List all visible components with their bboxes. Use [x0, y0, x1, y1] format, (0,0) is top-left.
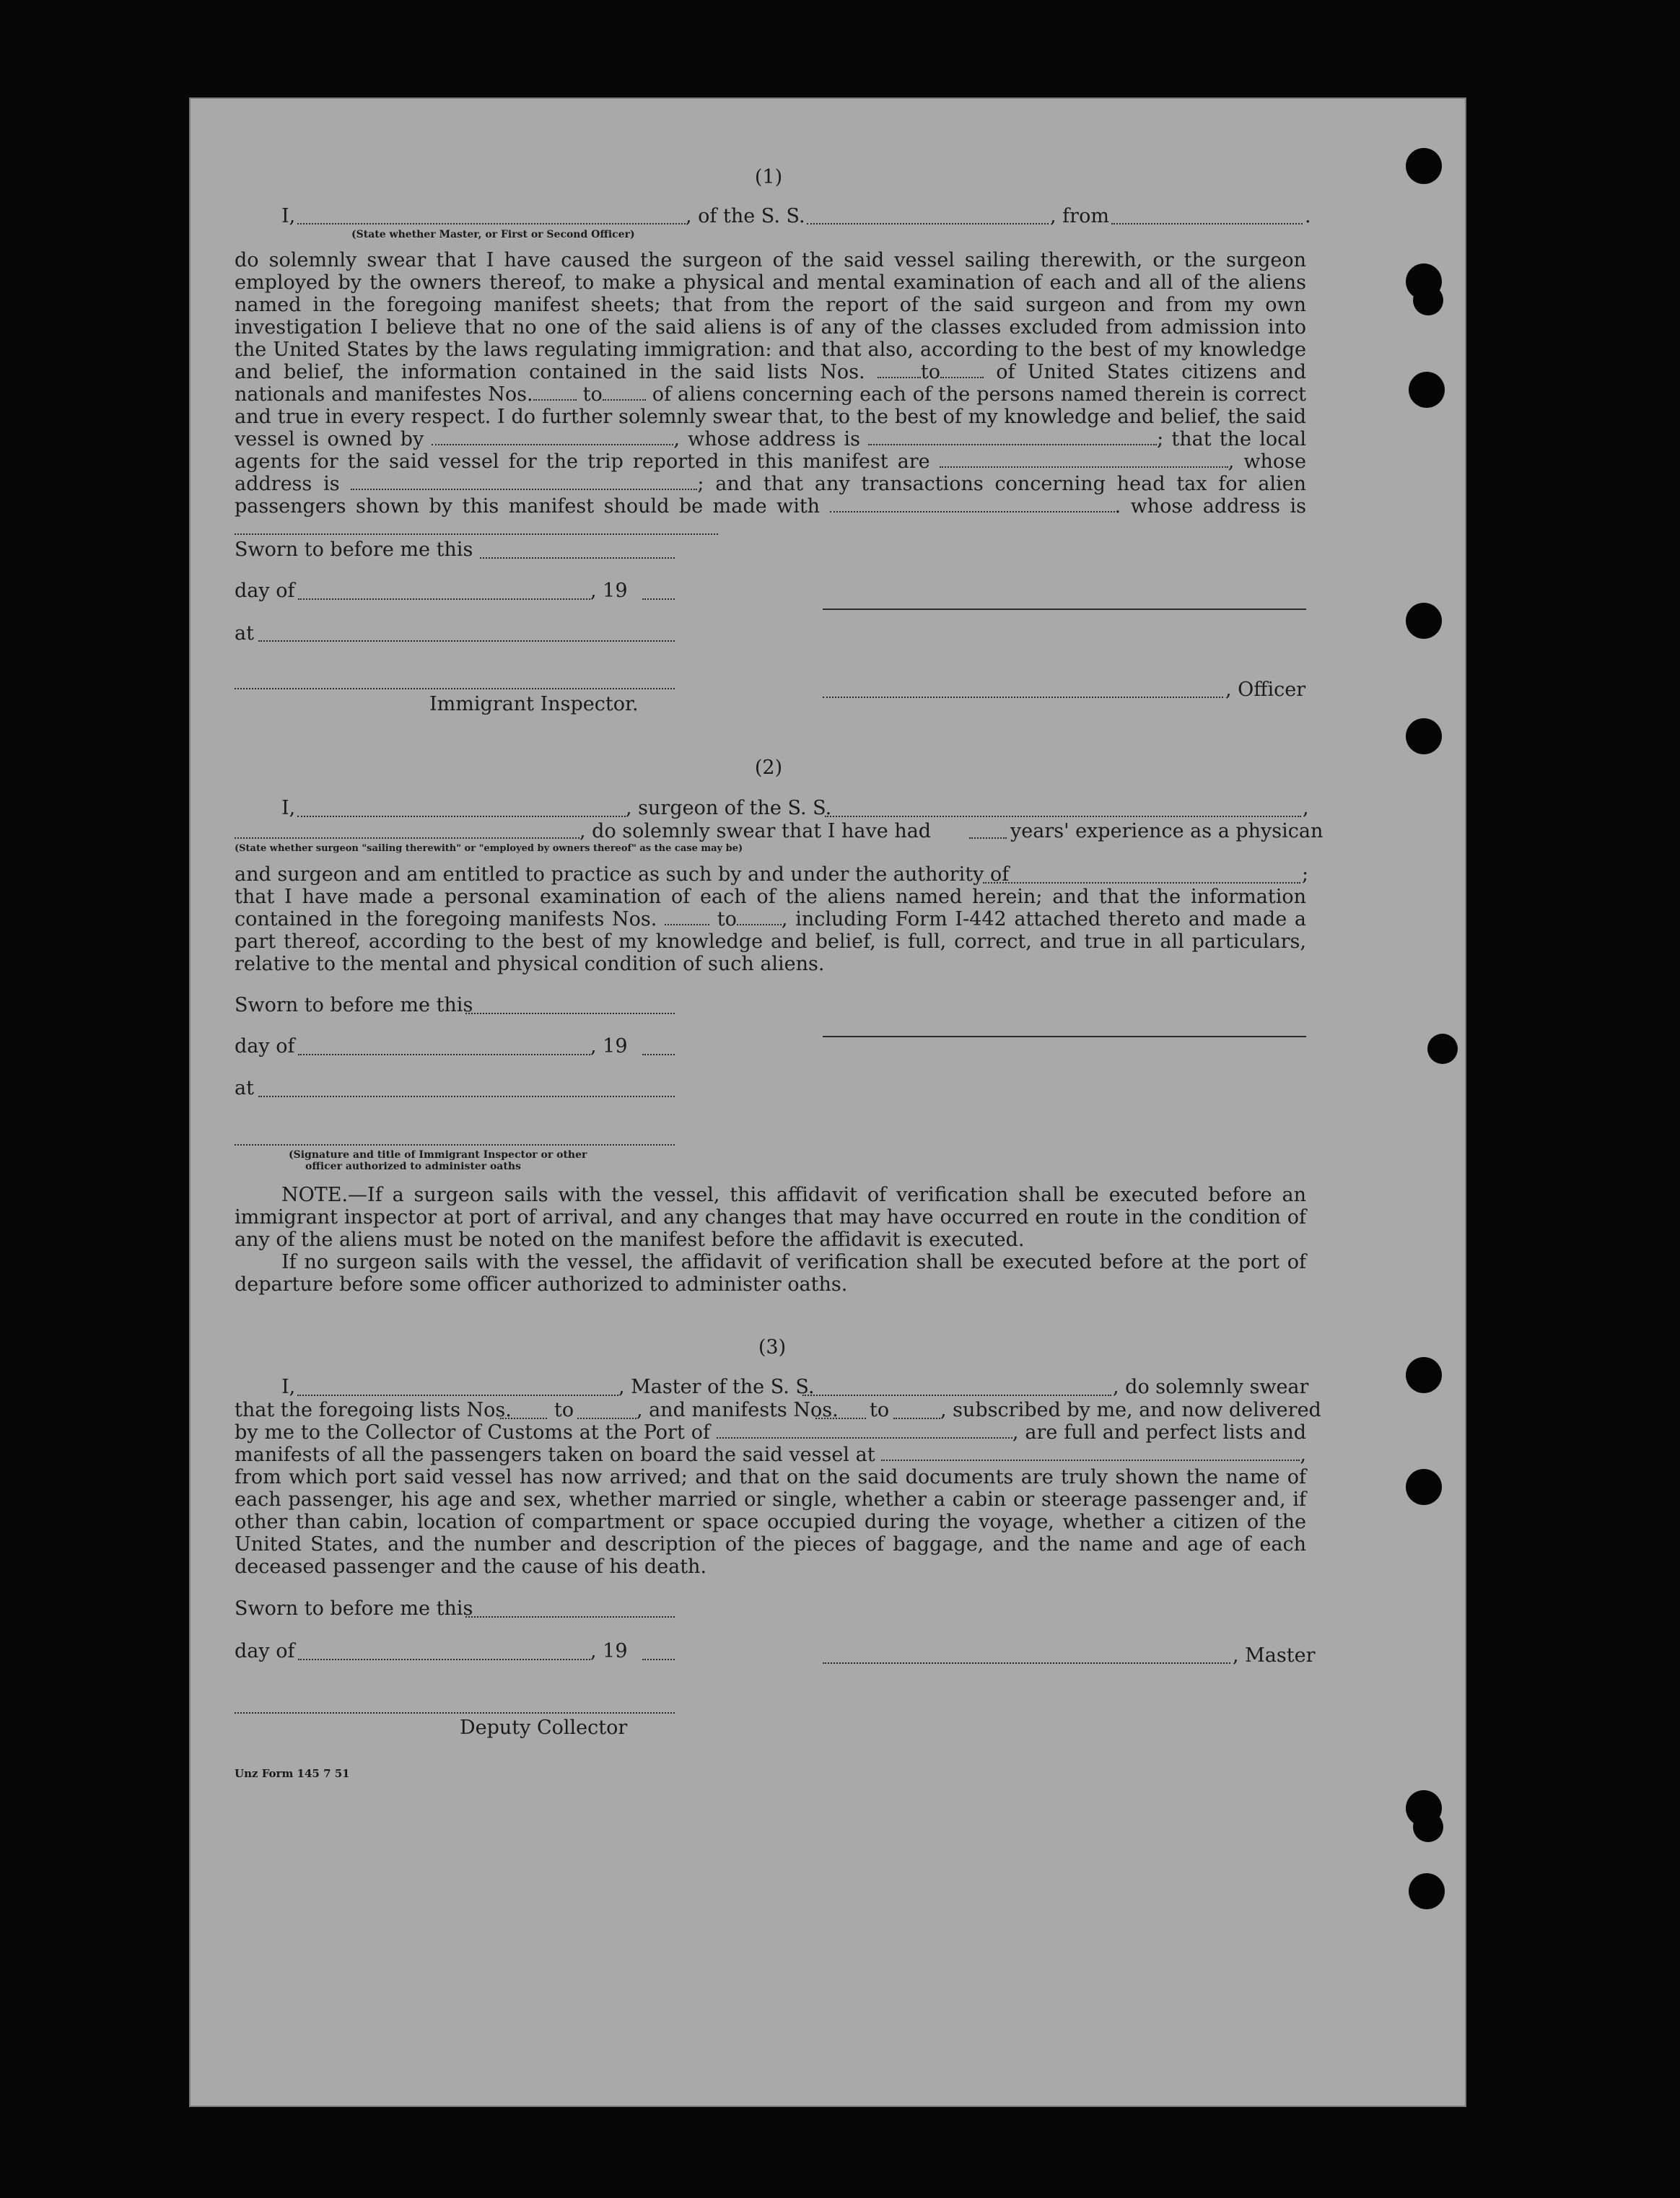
s1-officer-note: (State whether Master, or First or Second Officer) [351, 229, 635, 240]
punch-hole [1406, 603, 1442, 639]
s1-sworn-blank[interactable] [480, 557, 675, 559]
s3-manifests-label: , and manifests Nos. [636, 1399, 839, 1421]
s2-surgeon-note: (State whether surgeon "sailing therewith" or "employed by owners thereof" as the case may be) [235, 843, 743, 854]
punch-hole [1427, 1034, 1458, 1064]
s1-period-2: . [1114, 495, 1121, 518]
s1-owner-address-blank[interactable] [868, 429, 1157, 445]
s3-master-name-blank[interactable] [297, 1395, 618, 1396]
s3-port-blank[interactable] [717, 1423, 1012, 1439]
s1-month-blank[interactable] [298, 598, 590, 600]
s1-at-label: at [235, 622, 254, 645]
s1-whose-1: , whose address is [673, 428, 860, 450]
s3-swear-label: , do solemnly swear [1113, 1376, 1309, 1398]
s1-year-blank[interactable] [642, 598, 675, 600]
punch-hole [1406, 1469, 1442, 1505]
s2-manifests-to-blank[interactable] [737, 910, 782, 925]
s1-owner-blank[interactable] [432, 429, 673, 445]
s1-year-label: , 19 [590, 580, 628, 602]
punch-hole [1409, 372, 1445, 408]
s2-oath-text-a: that I have made a personal examination of each of the aliens named herein; and that the information contained in the foregoing manifests Nos. [235, 886, 1306, 930]
s1-officer-name-blank[interactable] [297, 223, 686, 224]
s3-to-2: to [870, 1399, 890, 1421]
s3-master-sig-blank[interactable] [823, 1662, 1230, 1664]
s2-to-1: to [717, 908, 737, 930]
s2-surgeon-name-blank[interactable] [297, 816, 626, 817]
s1-headtax-address-blank[interactable] [235, 519, 718, 535]
s3-year-blank[interactable] [642, 1659, 675, 1660]
s3-delivered-text: by me to the Collector of Customs at the Port of [235, 1421, 710, 1444]
s3-vessel-blank[interactable] [802, 1395, 1111, 1396]
s2-vessel-blank[interactable] [825, 816, 1301, 817]
s2-authority-blank[interactable] [983, 882, 1300, 884]
s1-day-label: day of [235, 580, 295, 602]
s2-sig-note-1: (Signature and title of Immigrant Inspector or other [289, 1149, 587, 1161]
s3-lists-from-blank[interactable] [500, 1418, 547, 1419]
s2-authority-label: and surgeon and am entitled to practice as such by and under the authority of [235, 863, 1010, 886]
s2-year-label: , 19 [590, 1035, 628, 1057]
punch-hole [1406, 718, 1442, 754]
s1-lists-to-blank[interactable] [940, 362, 984, 378]
s1-oath-text-b: of aliens concerning each of the persons named therein is correct and true in every respect. I do further solemnly swear that, to the best of my knowledge and belief, the said vessel is owned by [235, 383, 1307, 450]
s3-lists-to-blank[interactable] [577, 1418, 636, 1419]
s1-from-blank[interactable] [1111, 223, 1303, 224]
s3-boarding-port-blank[interactable] [881, 1445, 1300, 1461]
s2-at-blank[interactable] [258, 1096, 675, 1097]
s1-agents-address-blank[interactable] [351, 474, 697, 490]
section-2-heading: (2) [754, 756, 783, 779]
s3-deputy-label: Deputy Collector [460, 1717, 628, 1739]
s3-lists-label: that the foregoing lists Nos. [235, 1399, 512, 1421]
s1-sworn-label: Sworn to before me this [235, 538, 473, 561]
s2-signature-line[interactable] [823, 1036, 1306, 1037]
form-number: Unz Form 145 7 51 [235, 1767, 350, 1780]
s1-to-1: to [920, 361, 940, 383]
s2-surgeon-label: , surgeon of the S. S. [626, 797, 832, 819]
s3-from: , from [235, 1444, 1306, 1488]
s3-to-1: to [554, 1399, 574, 1421]
s3-delivery-paragraph [235, 1421, 1306, 1578]
s1-vessel-blank[interactable] [807, 223, 1049, 224]
s1-agents-text: ; that the local agents for the said vessel for the trip reported in this manifest are [235, 428, 1306, 473]
s3-sworn-blank[interactable] [465, 1616, 675, 1618]
punch-hole [1406, 1357, 1442, 1393]
s3-year-label: , 19 [590, 1640, 628, 1662]
s2-manifests-from-blank[interactable] [665, 910, 709, 925]
s2-years-label: years' experience as a physican [1010, 820, 1324, 842]
s1-inspector-label: Immigrant Inspector. [429, 693, 639, 715]
s2-sworn-blank[interactable] [465, 1013, 675, 1014]
s2-swear-label: , do solemnly swear that I have had [579, 820, 932, 842]
s1-period: . [1305, 205, 1311, 227]
s3-i-label: I, [281, 1376, 296, 1398]
s2-semicolon: ; [1302, 863, 1309, 886]
s2-oath-text-b: , including Form I-442 attached thereto and made a part thereof, according to the best of my knowledge and belief, is full, correct, and true in all particulars, relative to the mental and physical condition of such aliens. [235, 908, 1306, 975]
s2-sig-note-2: officer authorized to administer oaths [305, 1161, 521, 1172]
s3-full-text: , are full and perfect lists and manifests of all the passengers taken on board the said vessel at [235, 1421, 1306, 1466]
s3-body-text: which port said vessel has now arrived; and that on the said documents are truly shown the name of each passenger, his age and sex, whether married or single, whether a cabin or steerage passenger and, if other than cabin, location of compartment or space occupied during the voyage, whether a citizen of the United States, and the number and description of the pieces of baggage, and the name and age of each deceased passenger and the cause of his death. [235, 1466, 1306, 1578]
s1-oath-text-a: do solemnly swear that I have caused the surgeon of the said vessel sailing therewith, or the surgeon employed by the owners thereof, to make a physical and mental examination of each and all of the aliens named in the foregoing manifest sheets; that from the report of the said surgeon and from my own investigation I believe that no one of the said aliens is of any of the classes excluded from admission into the United States by the laws regulating immigration: and that also, according to the best of my knowledge and belief, the information contained in the said lists Nos. [235, 249, 1306, 383]
s3-sworn-label: Sworn to before me this [235, 1597, 473, 1620]
s1-at-blank[interactable] [258, 640, 675, 642]
s3-manifests-to-blank[interactable] [893, 1418, 940, 1419]
s2-month-blank[interactable] [298, 1054, 590, 1055]
s1-agents-blank[interactable] [940, 452, 1228, 468]
s1-oath-text-mid: of United States citizens and nationals and manifestes Nos. [235, 361, 1306, 406]
s2-inspector-sig-blank[interactable] [235, 1144, 675, 1146]
s2-comma: , [1303, 797, 1309, 819]
s1-whose-2: , whose address is [235, 450, 1306, 495]
s1-to-2: to [582, 383, 603, 406]
s1-i-label: I, [281, 205, 296, 227]
s2-sworn-label: Sworn to before me this [235, 994, 473, 1016]
s3-subscribed-1: , subscribed by me, and now delivered [940, 1399, 1321, 1421]
s3-manifests-from-blank[interactable] [815, 1418, 866, 1419]
section-1-heading: (1) [754, 166, 783, 188]
note-paragraph-2: If no surgeon sails with the vessel, the affidavit of verification shall be executed before at the port of departure before some officer authorized to administer oaths. [235, 1251, 1306, 1296]
s1-officer-label: , Officer [1225, 679, 1306, 701]
s1-oath-paragraph [235, 249, 1306, 540]
s2-year-blank[interactable] [642, 1054, 675, 1055]
s3-collector-sig-blank[interactable] [235, 1712, 675, 1714]
s1-manifests-to-blank[interactable] [603, 385, 646, 401]
s1-officer-sig-blank[interactable] [823, 697, 1223, 698]
s2-years-blank[interactable] [969, 837, 1007, 839]
s3-master-label: , Master [1233, 1644, 1316, 1667]
punch-hole [1413, 1812, 1443, 1842]
s2-day-label: day of [235, 1035, 295, 1057]
s1-headtax-blank[interactable] [830, 497, 1115, 513]
s3-day-label: day of [235, 1640, 295, 1662]
s3-month-blank[interactable] [298, 1659, 590, 1660]
s1-of-ss-label: , of the S. S. [686, 205, 805, 227]
s2-oath-paragraph [235, 886, 1306, 975]
section-3-heading: (3) [758, 1336, 787, 1359]
s1-transactions-text: ; and that any transactions concerning head tax for alien passengers shown by this manifest should be made with [235, 473, 1306, 518]
note-paragraph-1: NOTE.—If a surgeon sails with the vessel, this affidavit of verification shall be executed before an immigrant inspector at port of arrival, and any changes that may have occurred en route in the condition of any of the aliens must be noted on the manifest before the affidavit is executed. [235, 1184, 1306, 1251]
s1-signature-line[interactable] [823, 609, 1306, 610]
s1-manifests-from-blank[interactable] [533, 385, 577, 401]
punch-hole [1409, 1873, 1445, 1909]
s1-whose-3: whose address is [1130, 495, 1306, 518]
s3-master-of-label: , Master of the S. S. [618, 1376, 815, 1398]
s1-inspector-sig-blank[interactable] [235, 688, 675, 689]
s2-i-label: I, [281, 797, 296, 819]
s2-surgeon-type-blank[interactable] [235, 837, 579, 839]
s2-at-label: at [235, 1077, 254, 1099]
punch-hole [1406, 148, 1442, 184]
s1-lists-from-blank[interactable] [878, 362, 921, 378]
s1-from-label: , from [1050, 205, 1109, 227]
punch-hole [1413, 285, 1443, 315]
